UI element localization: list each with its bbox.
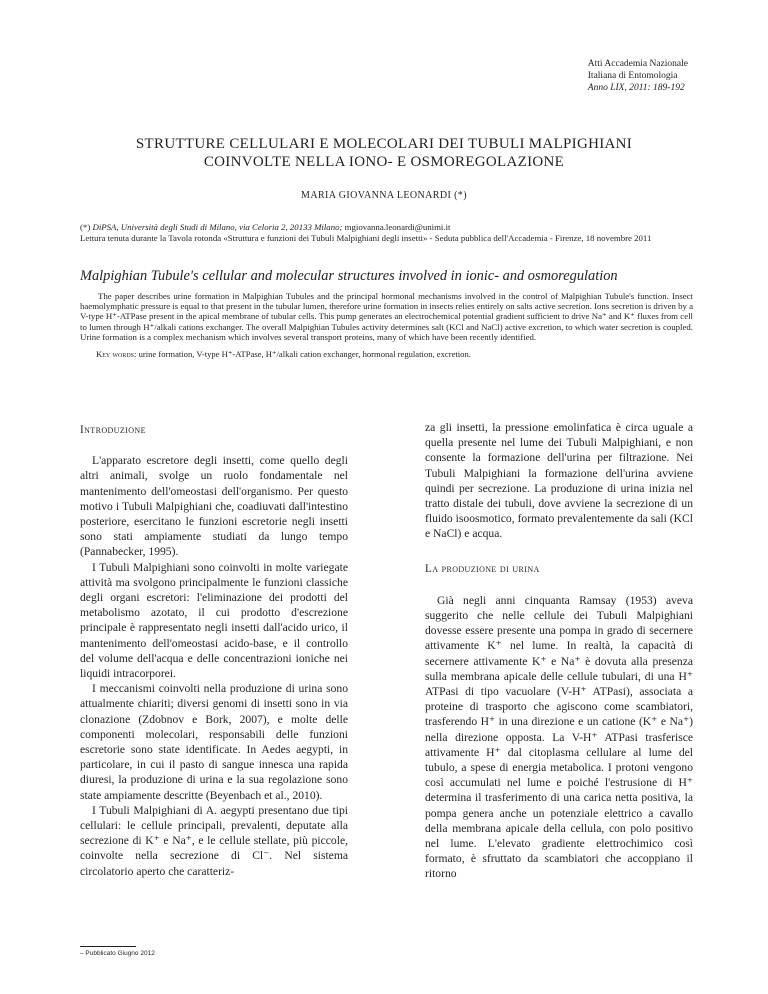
affiliation-institution: DiPSA, Università degli Studi di Milano, via Celoria 2, 20133 Milano; [92, 222, 343, 232]
section-heading-produzione: La produzione di urina [425, 562, 540, 575]
affiliation-email: mgiovanna.leonardi@unimi.it [344, 222, 451, 232]
section-heading-introduzione: Introduzione [80, 424, 146, 436]
author-name: MARIA GIOVANNA LEONARDI (*) [301, 190, 467, 201]
journal-name-line2: Italiana di Entomologia [587, 71, 678, 81]
english-title: Malpighian Tubule's cellular and molecular structures involved in ionic- and osmoregulation [80, 268, 618, 284]
keywords-text: urine formation, V-type H⁺-ATPase, H⁺/alkali cation exchanger, hormonal regulation, excretion. [138, 349, 471, 359]
article-title [0, 135, 768, 171]
keywords [96, 349, 696, 360]
footnote-divider [80, 946, 136, 947]
lecture-note: Lettura tenuta durante la Tavola rotonda «Struttura e funzioni dei Tubuli Malpighiani degli insetti» - Seduta pubblica dell'Accademia - Firenze, 18 novembre 2011 [80, 233, 652, 243]
publication-footnote: – Pubblicato Giugno 2012 [80, 950, 155, 957]
paragraph: L'apparato escretore degli insetti, come quello degli altri animali, svolge un ruolo fondamentale nel mantenimento dell'omeostasi dell'organismo. Per questo motivo i Tubuli Malpighiani che, coadiuvati dall'intestino posteriore, esercitano le funzioni escretorie negli insetti sono stati ampiamente studiati da lungo tempo (Pannabecker, 1995). [80, 454, 348, 559]
affiliation [80, 222, 695, 233]
title-line1: STRUTTURE CELLULARI E MOLECOLARI DEI TUBULI MALPIGHIANI [135, 136, 633, 152]
paragraph: I Tubuli Malpighiani sono coinvolti in molte variegate attività ma svolgono principalmente le funzioni classiche degli organi escretori: l'eliminazione dei prodotti del metabolismo azotato, il cui prodotto d'escrezione principale è rappresentato negli insetti dall'acido urico, il mantenimento dell'omeostasi acido-base, e il controllo del volume dell'acqua e delle concentrazioni ioniche nei liquidi intracorporei. [80, 560, 348, 681]
right-column [425, 420, 693, 882]
left-column [80, 423, 348, 879]
paragraph: I Tubuli Malpighiani di A. aegypti presentano due tipi cellulari: le cellule principali, prevalenti, deputate alla secrezione di K⁺ e Na⁺, e le cellule stellate, più piccole, coinvolte nella secrezione di Cl⁻. Nel sistema circolatorio aperto che caratteriz- [80, 803, 348, 878]
keywords-label: Key words: [96, 349, 137, 359]
journal-header [588, 58, 688, 94]
paragraph: I meccanismi coinvolti nella produzione di urina sono attualmente chiariti; diversi genomi di insetti sono in via clonazione (Zdobnov e Bork, 2007), e molte delle componenti molecolari, responsabili delle funzioni escretorie sono state identificate. In Aedes aegypti, in particolare, in cui il pasto di sangue innesca una rapida diuresi, la produzione di urina e la sua regolazione sono state ampiamente descritte (Beyenbach et al., 2010). [80, 682, 348, 802]
paragraph: Già negli anni cinquanta Ramsay (1953) aveva suggerito che nelle cellule dei Tubuli Malpighiani dovesse essere presente una pompa in grado di secernere attivamente K⁺ nel lume. In realtà, la capacità di secernere attivamente K⁺ e Na⁺ è dovuta alla presenza sulla membrana apicale delle cellule tubulari, di una H⁺ ATPasi di tipo vacuolare (V-H⁺ ATPasi), associata a proteine di trasporto che agiscono come scambiatori, trasferendo H⁺ in una direzione e un catione (K⁺ e Na⁺) nella direzione opposta. La V-H⁺ ATPasi trasferisce attivamente H⁺ dal citoplasma cellulare al lume del tubulo, a spese di energia metabolica. I protoni vengono così accumulati nel lume e poiché l'estrusione di H⁺ determina il trasferimento di una carica netta positiva, la pompa genera anche un potenziale elettrico a cavallo della membrana apicale della cellula, con polo positivo nel lume. L'elevato gradiente elettrochimico così formato, è sfruttato da scambiatori che accoppiano il ritorno [425, 593, 693, 881]
title-line2: COINVOLTE NELLA IONO- E OSMOREGOLAZIONE [203, 154, 565, 170]
journal-name-line1: Atti Accademia Nazionale [587, 59, 688, 69]
journal-volume: Anno LIX, 2011: 189-192 [587, 83, 685, 93]
affiliation-mark: (*) [80, 222, 91, 232]
abstract: The paper describes urine formation in Malpighian Tubules and the principal hormonal mechanisms involved in the control of Malpighian Tubule's function. Insect haemolymphatic pressure is equal to that present in the tubular lumen, therefore urine formation in insects relies entirely on salts active secretion. Ions secretion is driven by a V-type H⁺-ATPase present in the apical membrane of tubular cells. This pump generates an electrochemical potential gradient sufficient to drive Na⁺ and K⁺ fluxes from cell to lumen through H⁺/alkali cations exchanger. The overall Malpighian Tubules activity determines salt (KCl and NaCl) active excretion, to which water secretion is coupled. Urine formation is a complex mechanism which involves several transport proteins, many of which have been recently identified. [80, 291, 693, 342]
paragraph: za gli insetti, la pressione emolinfatica è circa uguale a quella presente nel lume dei Tubuli Malpighiani, e non consente la formazione dell'urina per filtrazione. Nei Tubuli Malpighiani la formazione dell'urina avviene quindi per secrezione. La produzione di urina inizia nel tratto distale dei tubuli, dove avviene la secrezione di un fluido isoosmotico, formato prevalentemente da sali (KCl e NaCl) e acqua. [425, 421, 693, 541]
